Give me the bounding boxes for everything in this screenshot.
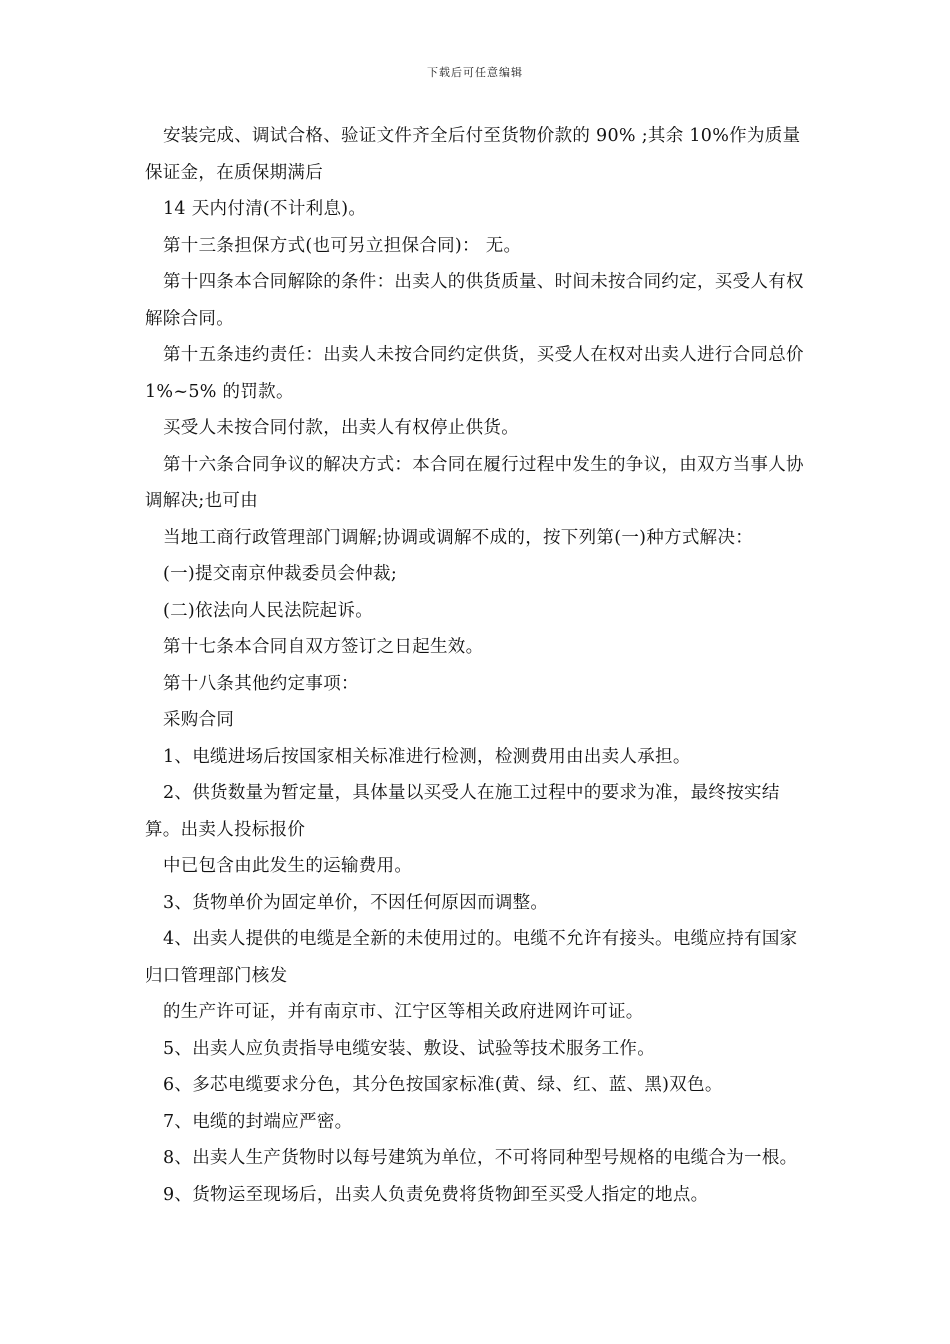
paragraph-buyer-payment: 买受人未按合同付款，出卖人有权停止供货。 xyxy=(163,418,519,438)
list-item-6: 6、多芯电缆要求分色，其分色按国家标准(黄、绿、红、蓝、黑)双色。 xyxy=(163,1075,723,1095)
paragraph-payment-14-days: 14 天内付清(不计利息)。 xyxy=(163,199,367,219)
paragraph-arbitration: (一)提交南京仲裁委员会仲裁; xyxy=(163,564,398,584)
paragraph-dispute-mediation: 当地工商行政管理部门调解;协调或调解不成的，按下列第(一)种方式解决： xyxy=(163,527,754,548)
paragraph-procurement-title: 采购合同 xyxy=(163,710,235,730)
paragraph-article-17: 第十七条本合同自双方签订之日起生效。 xyxy=(163,637,484,657)
document-body xyxy=(145,118,813,1213)
list-item-4: 4、出卖人提供的电缆是全新的未使用过的。电缆不允许有接头。电缆应持有国家归口管理部门核发 xyxy=(145,929,798,986)
paragraph-article-13: 第十三条担保方式(也可另立担保合同)： 无。 xyxy=(163,235,522,256)
list-item-2: 2、供货数量为暂定量，具体量以买受人在施工过程中的要求为准，最终按实结算。出卖人投标报价 xyxy=(145,783,780,840)
paragraph-payment-terms: 安装完成、调试合格、验证文件齐全后付至货物价款的 90% ;其余 10%作为质量保证金，在质保期满后 xyxy=(145,126,801,183)
paragraph-litigation: (二)依法向人民法院起诉。 xyxy=(163,600,374,621)
list-item-8: 8、出卖人生产货物时以每号建筑为单位，不可将同种型号规格的电缆合为一根。 xyxy=(163,1148,798,1168)
list-item-2-continued: 中已包含由此发生的运输费用。 xyxy=(163,856,413,876)
page-header: 下载后可任意编辑 xyxy=(427,66,523,79)
paragraph-article-15: 第十五条违约责任：出卖人未按合同约定供货，买受人在权对出卖人进行合同总价 1%~5% 的罚款。 xyxy=(145,345,804,402)
list-item-4-continued: 的生产许可证，并有南京市、江宁区等相关政府进网许可证。 xyxy=(163,1002,644,1022)
list-item-9: 9、货物运至现场后，出卖人负责免费将货物卸至买受人指定的地点。 xyxy=(163,1184,709,1205)
paragraph-article-14: 第十四条本合同解除的条件：出卖人的供货质量、时间未按合同约定，买受人有权解除合同。 xyxy=(145,272,804,329)
list-item-3: 3、货物单价为固定单价，不因任何原因而调整。 xyxy=(163,892,549,913)
list-item-1: 1、电缆进场后按国家相关标准进行检测，检测费用由出卖人承担。 xyxy=(163,746,691,767)
list-item-5: 5、出卖人应负责指导电缆安装、敷设、试验等技术服务工作。 xyxy=(163,1038,656,1059)
paragraph-article-16: 第十六条合同争议的解决方式：本合同在履行过程中发生的争议，由双方当事人协调解决;也可由 xyxy=(145,454,804,511)
list-item-7: 7、电缆的封端应严密。 xyxy=(163,1111,353,1132)
paragraph-article-18: 第十八条其他约定事项： xyxy=(163,673,359,694)
